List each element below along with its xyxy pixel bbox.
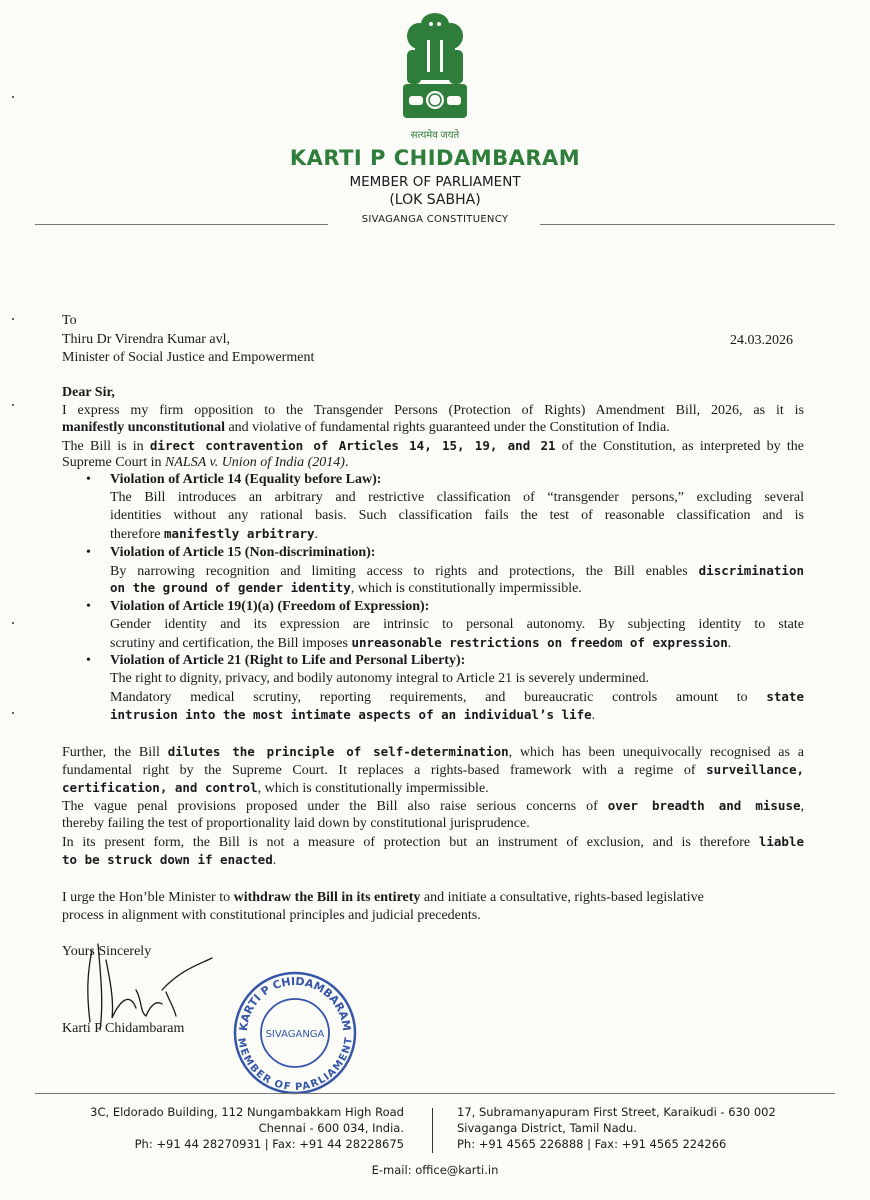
urge-line bbox=[62, 890, 804, 906]
intro-line-2 bbox=[62, 420, 804, 436]
point-text: . bbox=[591, 708, 596, 723]
further-text: fundamental right by the Supreme Court. It replaces a rights-based framework with a regime of bbox=[62, 763, 707, 778]
margin-dot bbox=[12, 404, 14, 406]
footer-right-line: Ph: +91 4565 226888 | Fax: +91 4565 224266 bbox=[457, 1137, 727, 1151]
further-line bbox=[62, 834, 804, 851]
signatory-name: Karti P Chidambaram bbox=[62, 1021, 185, 1036]
further-line bbox=[62, 780, 489, 797]
point-line: identities without any rational basis. Such classification fails the test of reasonable classification and is bbox=[110, 508, 804, 523]
intro-text: The Bill is in bbox=[62, 439, 150, 454]
point-heading: Violation of Article 19(1)(a) (Freedom of Expression): bbox=[110, 599, 430, 614]
urge-text: and initiate a consultative, rights-based legislative bbox=[420, 890, 704, 905]
footer-rule bbox=[35, 1093, 835, 1094]
point-emphasis: manifestly arbitrary bbox=[164, 526, 315, 541]
further-line bbox=[62, 744, 804, 761]
footer-divider bbox=[432, 1108, 433, 1153]
urge-line: process in alignment with constitutional principles and judicial precedents. bbox=[62, 908, 481, 923]
further-emphasis: over breadth and misuse bbox=[607, 798, 801, 813]
point-emphasis: on the ground of gender identity bbox=[110, 580, 351, 595]
seal-bottom-text: MEMBER OF PARLIAMENT bbox=[235, 1036, 355, 1094]
letterhead-role: MEMBER OF PARLIAMENT bbox=[349, 174, 521, 190]
further-emphasis: surveillance, bbox=[706, 762, 804, 777]
emblem-motto: सत्यमेव जयते bbox=[410, 130, 460, 141]
further-emphasis: liable bbox=[758, 834, 804, 849]
further-text: The vague penal provisions proposed under the Bill also raise serious concerns of bbox=[62, 799, 608, 814]
margin-dot bbox=[12, 622, 14, 624]
urge-emphasis: withdraw the Bill in its entirety bbox=[233, 890, 421, 905]
further-line: thereby failing the test of proportionality laid down by constitutional jurisprudence. bbox=[62, 816, 530, 831]
intro-text: and violative of fundamental rights guaranteed under the Constitution of India. bbox=[224, 420, 670, 435]
point-line bbox=[110, 707, 595, 724]
margin-dot bbox=[12, 318, 14, 320]
letterhead-house: (LOK SABHA) bbox=[389, 192, 481, 208]
point-heading: Violation of Article 15 (Non-discrimination): bbox=[110, 545, 376, 560]
intro-emphasis: direct contravention of Articles 14, 15, 19, and 21 bbox=[149, 438, 556, 453]
further-text: , which has been unequivocally recognised as a bbox=[508, 745, 804, 760]
urge-text: I urge the Hon’ble Minister to bbox=[62, 890, 234, 905]
point-emphasis: intrusion into the most intimate aspects of an individual’s life bbox=[110, 707, 592, 722]
bullet-icon: • bbox=[86, 653, 91, 668]
svg-text:MEMBER OF PARLIAMENT bbox=[235, 1037, 355, 1093]
header-rule-right bbox=[540, 224, 835, 225]
seal-top-text: KARTI P CHIDAMBARAM bbox=[236, 974, 354, 1032]
point-text: By narrowing recognition and limiting access to rights and protections, the Bill enables bbox=[110, 564, 699, 579]
official-seal bbox=[230, 968, 360, 1098]
footer-left-line: Chennai - 600 034, India. bbox=[258, 1121, 404, 1135]
point-line bbox=[110, 635, 731, 652]
recipient-title: Minister of Social Justice and Empowerment bbox=[62, 350, 315, 365]
further-line bbox=[62, 852, 276, 869]
further-emphasis: to be struck down if enacted bbox=[62, 852, 273, 867]
point-emphasis: unreasonable restrictions on freedom of expression bbox=[351, 635, 728, 650]
point-line: Gender identity and its expression are intrinsic to personal autonomy. By subjecting identity to state bbox=[110, 617, 804, 632]
footer-right-line: 17, Subramanyapuram First Street, Karaikudi - 630 002 bbox=[457, 1105, 776, 1119]
point-line bbox=[110, 526, 318, 543]
intro-text: Supreme Court in bbox=[62, 455, 166, 470]
bullet-icon: • bbox=[86, 472, 91, 487]
point-line: The Bill introduces an arbitrary and restrictive classification of “transgender persons,” excluding several bbox=[110, 490, 804, 505]
intro-emphasis: manifestly unconstitutional bbox=[62, 420, 225, 435]
point-text: Mandatory medical scrutiny, reporting requirements, and bureaucratic controls amount to bbox=[110, 690, 767, 705]
intro-line-1: I express my firm opposition to the Transgender Persons (Protection of Rights) Amendment Bill, 2026, as it is bbox=[62, 403, 804, 418]
intro-line-4 bbox=[62, 455, 804, 471]
footer-right-line: Sivaganga District, Tamil Nadu. bbox=[457, 1121, 637, 1135]
svg-text:KARTI P CHIDAMBARAM bbox=[237, 975, 353, 1032]
point-line bbox=[110, 689, 804, 706]
letterhead-name: KARTI P CHIDAMBARAM bbox=[289, 146, 581, 170]
case-citation: NALSA v. Union of India (2014) bbox=[165, 455, 345, 470]
further-text: , bbox=[800, 799, 804, 814]
point-text: scrutiny and certification, the Bill imposes bbox=[110, 636, 352, 651]
salutation: Dear Sir, bbox=[62, 385, 115, 400]
point-text: . bbox=[727, 636, 732, 651]
point-heading: Violation of Article 21 (Right to Life and Personal Liberty): bbox=[110, 653, 466, 668]
point-emphasis: discrimination bbox=[698, 563, 804, 578]
sign-off: Yours Sincerely bbox=[62, 944, 152, 959]
point-text: therefore bbox=[110, 527, 165, 542]
intro-text: of the Constitution, as interpreted by the bbox=[555, 439, 805, 454]
further-text: Further, the Bill bbox=[62, 745, 168, 760]
address-to: To bbox=[62, 313, 77, 328]
point-emphasis: state bbox=[766, 689, 804, 704]
state-emblem bbox=[393, 10, 477, 130]
further-text: , which is constitutionally impermissible. bbox=[257, 781, 489, 796]
further-text: . bbox=[272, 853, 277, 868]
margin-dot bbox=[12, 712, 14, 714]
point-line bbox=[110, 580, 582, 597]
recipient-name: Thiru Dr Virendra Kumar avl, bbox=[62, 332, 231, 347]
footer-email: E-mail: office@karti.in bbox=[371, 1163, 499, 1177]
point-line: The right to dignity, privacy, and bodily autonomy integral to Article 21 is severely undermined. bbox=[110, 671, 650, 686]
letterhead-constituency: SIVAGANGA CONSTITUENCY bbox=[361, 214, 509, 225]
further-emphasis: dilutes the principle of self-determination bbox=[167, 744, 509, 759]
further-line bbox=[62, 762, 804, 779]
point-text: . bbox=[314, 527, 319, 542]
footer-left-line: 3C, Eldorado Building, 112 Nungambakkam High Road bbox=[90, 1105, 404, 1119]
further-emphasis: certification, and control bbox=[62, 780, 258, 795]
further-line bbox=[62, 798, 804, 815]
point-text: , which is constitutionally impermissible. bbox=[350, 581, 582, 596]
seal-center-text: SIVAGANGA bbox=[265, 1029, 325, 1040]
margin-dot bbox=[12, 96, 14, 98]
footer-left-line: Ph: +91 44 28270931 | Fax: +91 44 28228675 bbox=[134, 1137, 404, 1151]
intro-line-3 bbox=[62, 438, 804, 455]
bullet-icon: • bbox=[86, 599, 91, 614]
point-heading: Violation of Article 14 (Equality before Law): bbox=[110, 472, 382, 487]
further-text: In its present form, the Bill is not a measure of protection but an instrument of exclusion, and is therefore bbox=[62, 835, 759, 850]
bullet-icon: • bbox=[86, 545, 91, 560]
intro-text: . bbox=[344, 455, 349, 470]
point-line bbox=[110, 563, 804, 580]
letter-date: 24.03.2026 bbox=[730, 333, 793, 348]
